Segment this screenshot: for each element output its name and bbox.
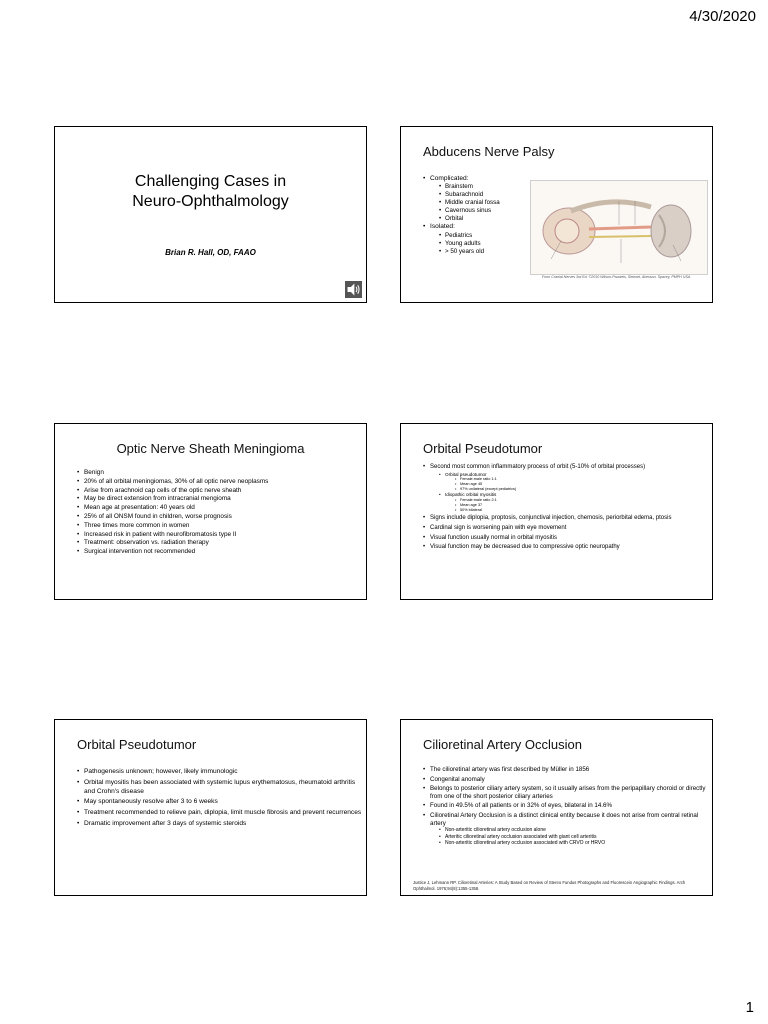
author: Brian R. Hall, OD, FAAO — [165, 248, 256, 257]
list-item: • Orbital myositis has been associated with systemic lupus erythematosus, rheumatoid arthritis and Crohn's disease — [77, 779, 362, 797]
list-item: • Brainstem — [439, 183, 533, 191]
slide-title: Orbital Pseudotumor — [77, 737, 197, 752]
list-item: • Cardinal sign is worsening pain with eye movement — [423, 525, 708, 533]
list-item: • May spontaneously resolve after 3 to 6 weeks — [77, 798, 362, 807]
slide-optic-nerve-sheath-meningioma — [54, 423, 367, 600]
list-item: • Found in 49.5% of all patients or in 32% of eyes, bilateral in 14.6% — [423, 802, 708, 810]
list-item: • Isolated: • Pediatrics • Young adults • > 50 years old — [423, 223, 533, 255]
list-item: • 25% of all ONSM found in children, worse prognosis — [77, 513, 362, 522]
slide-cilioretinal-artery-occlusion — [400, 719, 713, 896]
slide-abducens-nerve-palsy — [400, 126, 713, 303]
list-item: • 50% bilateral — [455, 508, 708, 513]
list-item: • Cilioretinal Artery Occlusion is a distinct clinical entity because it does not arise from central retinal artery • Non-arteritic cilioretinal artery occlusion alone • Arteritic cilioretinal artery occlusion associated with giant cell arteritis • Non-arteritic cilioretinal artery occlusion associated with CRVO or HRVO — [423, 812, 708, 846]
list-item: • Surgical intervention not recommended — [77, 548, 362, 557]
list-item: • Young adults — [439, 240, 533, 248]
speaker-icon[interactable] — [345, 281, 362, 298]
page-date: 4/30/2020 — [689, 8, 756, 25]
list-item: • Orbital pseudotumor • Female:male ratio 1:1 • Mean age 45 • 97% unilateral (except pediatrics) — [439, 472, 708, 493]
page-number: 1 — [745, 999, 754, 1016]
list-item: • Arteritic cilioretinal artery occlusion associated with giant cell arteritis — [439, 834, 708, 840]
list-item: • 20% of all orbital meningiomas, 30% of all optic nerve neoplasms — [77, 478, 362, 487]
list-item: • Middle cranial fossa — [439, 199, 533, 207]
slide-title: Abducens Nerve Palsy — [423, 144, 555, 159]
list-item: • Female:male ratio 2:1 — [455, 498, 708, 503]
list-item: • The cilioretinal artery was first described by Müller in 1856 — [423, 766, 708, 774]
list-item: • Pediatrics — [439, 232, 533, 240]
slide-title: Optic Nerve Sheath Meningioma — [116, 441, 305, 456]
list-item: • > 50 years old — [439, 248, 533, 256]
presentation-title: Challenging Cases in Neuro-Ophthalmology — [132, 173, 289, 210]
list-item: • Increased risk in patient with neurofibromatosis type II — [77, 531, 362, 540]
list-item: • Three times more common in women — [77, 522, 362, 531]
slide-orbital-pseudotumor-1 — [400, 423, 713, 600]
list-item: • Belongs to posterior ciliary artery system, so it usually arises from the peripapillary choroid or directly from one of the short posterior ciliary arteries — [423, 785, 708, 800]
list-item: • Second most common inflammatory process of orbit (5-10% of orbital processes) • Orbital pseudotumor • Female:male ratio 1:1 • Mean age 45 • 97% unilateral (except pediatrics) • Idiopathic orbital myositis • Female:male ratio 2:1 • Mean age 37 • 50% bilateral — [423, 464, 708, 513]
list-item: • Female:male ratio 1:1 — [455, 477, 708, 482]
list-item: • Dramatic improvement after 3 days of systemic steroids — [77, 820, 362, 829]
list-item: • May be direct extension from intracranial mengioma — [77, 495, 362, 504]
cranial-nerve-anatomy-illustration — [530, 180, 708, 275]
list-item: • Mean age 45 — [455, 482, 708, 487]
list-item: • Pathogenesis unknown; however, likely immunologic — [77, 768, 362, 777]
slide-title — [54, 126, 367, 303]
list-item: • Orbital — [439, 215, 533, 223]
list-item: • Complicated: • Brainstem • Subarachnoid • Middle cranial fossa • Cavernous sinus • Orbital — [423, 175, 533, 223]
list-item: • Subarachnoid — [439, 191, 533, 199]
list-item: • 97% unilateral (except pediatrics) — [455, 487, 708, 492]
slide-orbital-pseudotumor-2 — [54, 719, 367, 896]
list-item: • Mean age at presentation: 40 years old — [77, 504, 362, 513]
list-item: • Congenital anomaly — [423, 776, 708, 784]
reference-citation: Justice J, Lehmann RP. Cilioretinal Arteries: A Study Based on Review of Stereo Fundus Photographs and Fluorescein Angiographic Findings. Arch Ophthalmol. 1976;94(8):1355-1358. — [413, 880, 686, 891]
list-item: • Treatment recommended to relieve pain, diplopia, limit muscle fibrosis and prevent recurrences — [77, 809, 362, 818]
list-item: • Treatment: observation vs. radiation therapy — [77, 539, 362, 548]
list-item: • Mean age 37 — [455, 503, 708, 508]
list-item: • Benign — [77, 469, 362, 478]
list-item: • Idiopathic orbital myositis • Female:male ratio 2:1 • Mean age 37 • 50% bilateral — [439, 492, 708, 513]
slide-title: Orbital Pseudotumor — [423, 441, 543, 456]
list-item: • Non-arteritic cilioretinal artery occlusion associated with CRVO or HRVO — [439, 840, 708, 846]
list-item: • Non-arteritic cilioretinal artery occlusion alone — [439, 827, 708, 833]
list-item: • Visual function usually normal in orbital myositis — [423, 535, 708, 543]
list-item: • Visual function may be decreased due to compressive optic neuropathy — [423, 544, 708, 552]
list-item: • Arise from arachnoid cap cells of the optic nerve sheath — [77, 487, 362, 496]
slide-title: Cilioretinal Artery Occlusion — [423, 737, 582, 752]
list-item: • Cavernous sinus — [439, 207, 533, 215]
list-item: • Signs include diplopia, proptosis, conjunctival injection, chemosis, periorbital edema, ptosis — [423, 515, 708, 523]
image-caption: From Cranial Nerves 3rd Ed. ©2010 Wilson-Pauwels, Stewart, Akesson, Spacey, PMPH USA. — [541, 275, 692, 279]
